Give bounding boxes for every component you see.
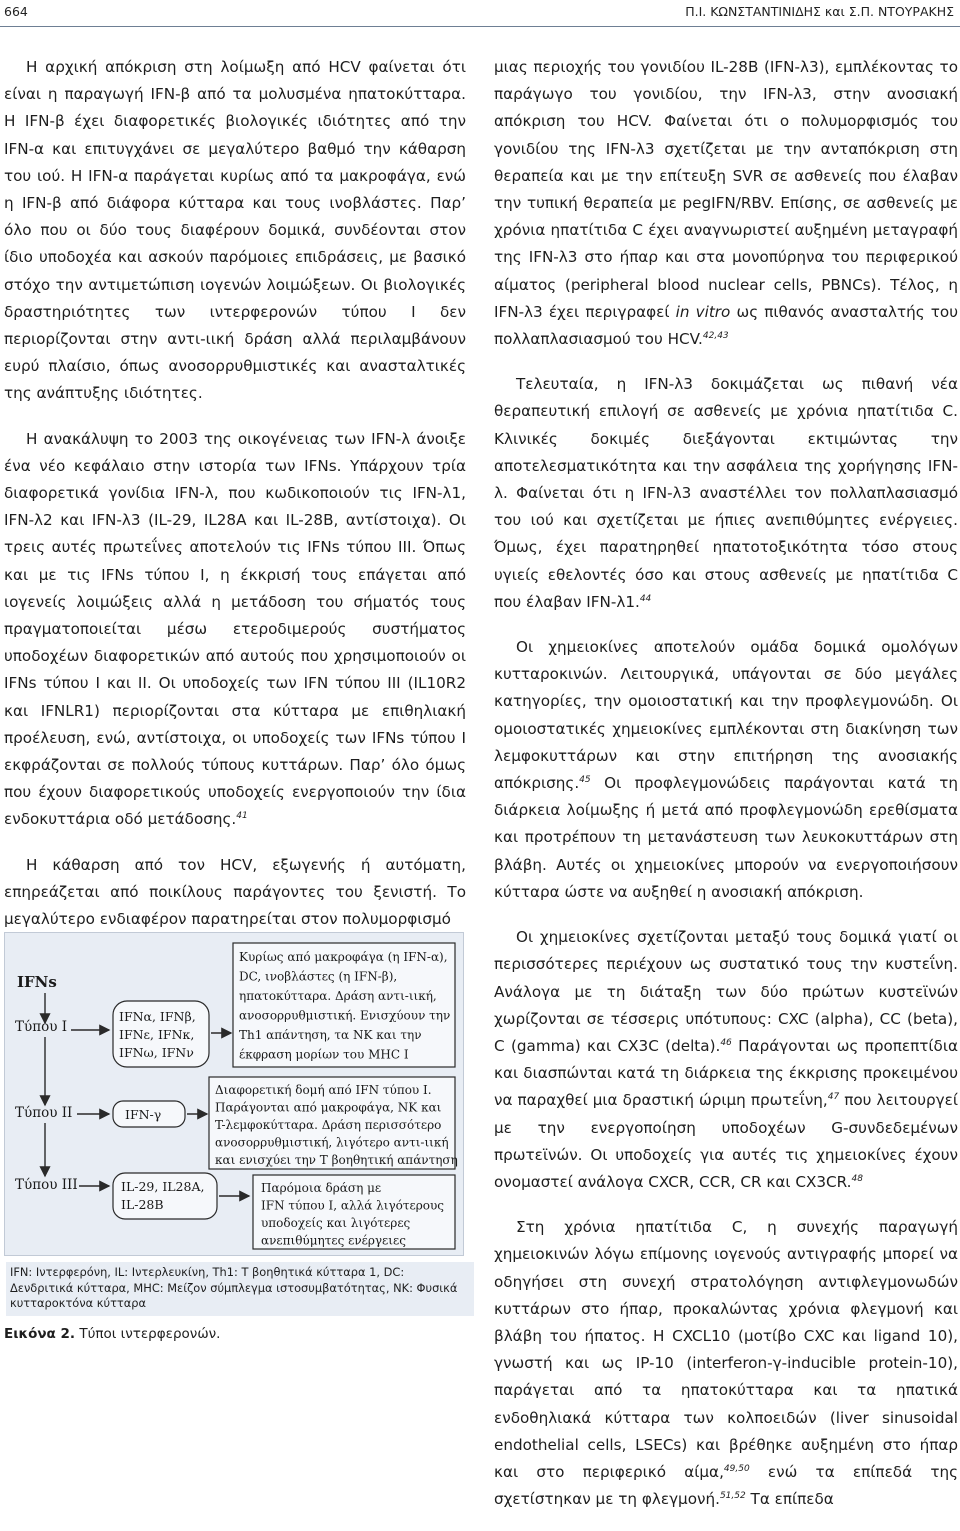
- paragraph: Οι χημειοκίνες αποτελούν ομάδα δομικά ομολόγων κυτταροκινών. Λειτουργικά, υπάγονται σε δύο μεγάλες κατηγορίες, την ομοιοστατική και την προφλεγμονώδη. Οι ομοιοστατικές χημειοκίνες εμπλέκονται στη διακίνηση των λεμφοκυττάρων και στην επιτήρηση της ανοσιακής απόκρισης.$^{45}$ Οι προφλεγμονώδεις παράγονται κατά τη διάρκεια λοίμωξης ή μετά από προφλεγμονώδη ερεθίσματα και προτρέπουν τη μετανάστευση των λευκοκυττάρων στη βλάβη. Αυτές οι χημειοκίνες μπορούν να ενεργοποιήσουν κύτταρα ώστε να αυξηθεί η ανοσιακή απόκριση.: [494, 638, 958, 901]
- figure-caption-label: Εικόνα 2.: [4, 1326, 76, 1342]
- figure-diagram: [5, 933, 463, 1255]
- type1-label: Τύπου I: [15, 1019, 68, 1035]
- reference: 48: [851, 1173, 863, 1184]
- running-header-authors: Π.Ι. ΚΩΝΣΤΑΝΤΙΝΙΔΗΣ και Σ.Π. ΝΤΟΥΡΑΚΗΣ: [685, 4, 954, 19]
- figure-ifn-types: [4, 932, 464, 1256]
- figure-description-line: ανοσορρυθμιστική. Ενισχύουν την: [239, 1008, 451, 1023]
- paragraph: Η ανακάλυψη το 2003 της οικογένειας των IFN-λ άνοιξε ένα νέο κεφάλαιο στην ιστορία των IFNs. Υπάρχουν τρία διαφορετικά γονίδια IFN-λ, που κωδικοποιούν τις IFN-λ1, IFN-λ2 και IFN-λ3 (IL-29, IL28A και IL-28B, αντίστοιχα). Οι τρεις αυτές πρωτεΐνες αποτελούν τις IFNs τύπου III. Όπως και με τις IFNs τύπου I, η έκκρισή τους επάγεται από ιογενείς λοιμώξεις αλλά η μετάδοση του σήματός τους πραγματοποιείται μέσω ετεροδιμερούς συστήματος υποδοχέων διαφορετικών από αυτούς που χρησιμοποιούν οι IFNs τύπου I και II. Οι υποδοχείς των IFN τύπου III (IL10R2 και IFNLR1) περιορίζονται στα κύτταρα με επιθηλιακή προέλευση, ενώ, αντίστοιχα, οι υποδοχείς των IFNs τύπου I εκφράζονται σε πολλούς τύπους κυττάρων. Παρ’ όλο όμως που έχουν διαφορετικούς υποδοχείς ενεργοποιούν την ίδια ενδοκυττάρια οδό μετάδοσης.$^{41}$: [4, 429, 466, 829]
- figure-description-line: Διαφορετική δομή από IFN τύπου I.: [215, 1083, 432, 1097]
- type2-label: Τύπου II: [15, 1105, 73, 1121]
- paragraph: Στη χρόνια ηπατίτιδα C, η συνεχής παραγωγή χημειοκινών λόγω επίμονης ιογενούς αντιγραφής μπορεί να οδηγήσει στη συνεχή στρατολόγηση αντιφλεγμονωδών κυττάρων στο ήπαρ, προκαλώντας χρόνια φλεγμονή και βλάβη του ήπατος. Η CXCL10 (μοτίβο CXC και ligand 10), γνωστή και ως IP-10 (interferon-γ-inducible protein-10), παράγεται από τα ηπατοκύτταρα και τα ηπατικά ενδοθηλιακά κύτταρα των κολποειδών (liver sinusoidal endothelial cells, LSECs) και βρέθηκε αυξημένη στο ήπαρ και στο περιφερικό αίμα,$^{49,50}$ ενώ τα επίπεδά της σχετίστηκαν με τη φλεγμονή.$^{51,52}$ Τα επίπεδα: [494, 1218, 958, 1509]
- reference: 41: [236, 811, 248, 822]
- reference: 46: [720, 1037, 732, 1048]
- figure-caption: [4, 1326, 220, 1342]
- paragraph: Τελευταία, η IFN-λ3 δοκιμάζεται ως πιθανή νέα θεραπευτική επιλογή σε ασθενείς με χρόνια ηπατίτιδα C. Κλινικές δοκιμές διεξάγονται εκτιμώντας την αποτελεσματικότητα και την ασφάλεια της χορήγησης IFN-λ. Φαίνεται ότι η IFN-λ3 αναστέλλει τον πολλαπλασιασμό του ιού και σχετίζεται με ήπιες ανεπιθύμητες ενέργειες. Όμως, έχει παρατηρηθεί ηπατοτοξικότητα τόσο στους υγιείς εθελοντές όσο και στους ασθενείς με ηπατίτιδα C που έλαβαν IFN-λ1.44: [494, 375, 958, 611]
- paragraph: Η κάθαρση από τον HCV, εξωγενής ή αυτόματη, επηρεάζεται από ποικίλους παράγοντες του ξενιστή. Το μεγαλύτερο ενδιαφέρον παρατηρείται στον πολυμορφισμό: [4, 855, 466, 929]
- figure-description-line: DC, ινοβλάστες (η IFN-β),: [239, 969, 398, 984]
- paragraph: Η αρχική απόκριση στη λοίμωξη από HCV φαίνεται ότι είναι η παραγωγή IFN-β από τα μολυσμένα ηπατοκύτταρα. Η IFN-β έχει διαφορετικές βιολογικές ιδιότητες από την IFN-α και επιτυγχάνει σε μεγαλύτερο βαθμό την κάθαρση του ιού. Η IFN-α παράγεται κυρίως από τα μακροφάγα, ενώ η IFN-β από διάφορα κύτταρα και τους ινοβλάστες. Παρ’ όλο που οι δύο τους διαφέρουν δομικά, συνδέονται στον ίδιο υποδοχέα και ασκούν παρόμοιες επιδράσεις, με βασικό στόχο την αντιμετώπιση ιογενών λοιμώξεων. Οι βιολογικές δραστηριότητες των ιντερφερονών τύπου I δεν περιορίζονται στην αντι-ιική δράση αλλά περιλαμβάνουν ευρύ πλαίσιο, όπως ανοσορρυθμιστικές και ανασταλτικές της ανάπτυξης ιδιότητες.: [4, 58, 466, 403]
- figure-description-line: Παράγονται από μακροφάγα, NK και: [215, 1100, 442, 1115]
- svg-text:IL-29, IL28A,: IL-29, IL28A,: [121, 1179, 205, 1194]
- figure-description-line: ανεπιθύμητες ενέργειες: [261, 1233, 406, 1248]
- reference: 45: [579, 775, 591, 786]
- reference: 49,50: [723, 1463, 750, 1474]
- svg-text:IFNα, IFNβ,: IFNα, IFNβ,: [119, 1009, 196, 1024]
- figure-caption-text: Τύποι ιντερφερονών.: [79, 1326, 221, 1342]
- figure-description-line: ανοσορρυθμιστική, λιγότερο αντι-ιική: [215, 1135, 449, 1150]
- svg-text:IFNω, IFNν: IFNω, IFNν: [119, 1045, 194, 1060]
- figure-description-line: IFN τύπου I, αλλά λιγότερους: [261, 1198, 444, 1213]
- right-column: [494, 54, 958, 1531]
- figure-title: IFNs: [17, 973, 57, 991]
- figure-description-line: Παρόμοια δράση με: [261, 1181, 382, 1195]
- type2-description: [215, 1083, 458, 1167]
- left-column: [4, 54, 466, 951]
- svg-text:IFN-γ: IFN-γ: [125, 1107, 162, 1122]
- figure-description-line: Κυρίως από μακροφάγα (η IFN-α),: [239, 950, 448, 964]
- figure-description-line: ηπατοκύτταρα. Δράση αντι-ιική,: [239, 989, 437, 1003]
- svg-text:IL-28B: IL-28B: [121, 1197, 164, 1212]
- reference: 42,43: [702, 330, 729, 341]
- figure-description-line: Th1 απάντηση, τα NK και την: [239, 1028, 422, 1042]
- svg-text:IFNε, IFNκ,: IFNε, IFNκ,: [119, 1027, 195, 1042]
- figure-description-line: υποδοχείς και λιγότερες: [261, 1216, 411, 1230]
- figure-description-line: T-λεμφοκύτταρα. Δράση περισσότερο: [215, 1118, 442, 1132]
- header-rule: [0, 26, 960, 27]
- figure-description-line: έκφραση μορίων του MHC I: [239, 1047, 409, 1062]
- figure-description-line: και ενισχύει την Τ βοηθητική απάντηση: [215, 1153, 458, 1167]
- figure-legend: IFN: Ιντερφερόνη, IL: Ιντερλευκίνη, Th1: T βοηθητικά κύτταρα 1, DC: Δενδριτικά κύτταρα, MHC: Μείζον σύμπλεγμα ιστοσυμβατότητας, NK: Φυσικά κυτταροκτόνα κύτταρα: [6, 1262, 474, 1316]
- reference: 47: [827, 1092, 840, 1103]
- reference: 51,52: [719, 1491, 746, 1502]
- type3-label: Τύπου III: [15, 1177, 78, 1193]
- paragraph: μιας περιοχής του γονιδίου IL-28B (IFN-λ3), εμπλέκοντας το παράγωγο του γονιδίου, την IFN-λ3, στην ανοσιακή απόκριση του HCV. Φαίνεται ότι ο πολυμορφισμός του γονιδίου της IFN-λ3 σχετίζεται με την ανταπόκριση στη θεραπεία και με την επίτευξη SVR σε ασθενείς που έλαβαν την τυπική θεραπεία με pegIFN/RBV. Επίσης, σε ασθενείς με χρόνια ηπατίτιδα C έχει αναγνωριστεί αυξημένη μεταγραφή της IFN-λ3 στο ήπαρ και στα μονοπύρηνα του περιφερικού αίματος (peripheral blood nuclear cells, PBNCs). Τέλος, η IFN-λ3 έχει περιγραφεί in vitro ως πιθανός ανασταλτής του πολλαπλασιασμού του HCV.$^{42,43}$: [494, 58, 959, 349]
- page-number: 664: [4, 4, 28, 19]
- reference: 44: [639, 593, 652, 604]
- paragraph: Οι χημειοκίνες σχετίζονται μεταξύ τους δομικά γιατί οι περισσότερες περιέχουν ως συστατικό τους την κυστεΐνη. Ανάλογα με τη διάταξη των δύο πρώτων κυστεϊνών χωρίζονται σε τέσσερις υπότυπους: CXC (alpha), CC (beta), C (gamma) και CX3C (delta).$^{46}$ Παράγονται ως προπεπτίδια και διασπώνται κατά τη διάρκεια της έκκρισης προκειμένου να παραχθεί μια δραστική ώριμη πρωτεΐνη,$^{47}$ που λειτουργεί με την ενεργοποίηση υποδοχέων G-συνδεδεμένων πρωτεϊνών. Οι υποδοχείς για αυτές τις χημειοκίνες έχουν ονομαστεί ανάλογα CXCR, CCR, CR και CX3CR.$^{48}$: [494, 928, 958, 1191]
